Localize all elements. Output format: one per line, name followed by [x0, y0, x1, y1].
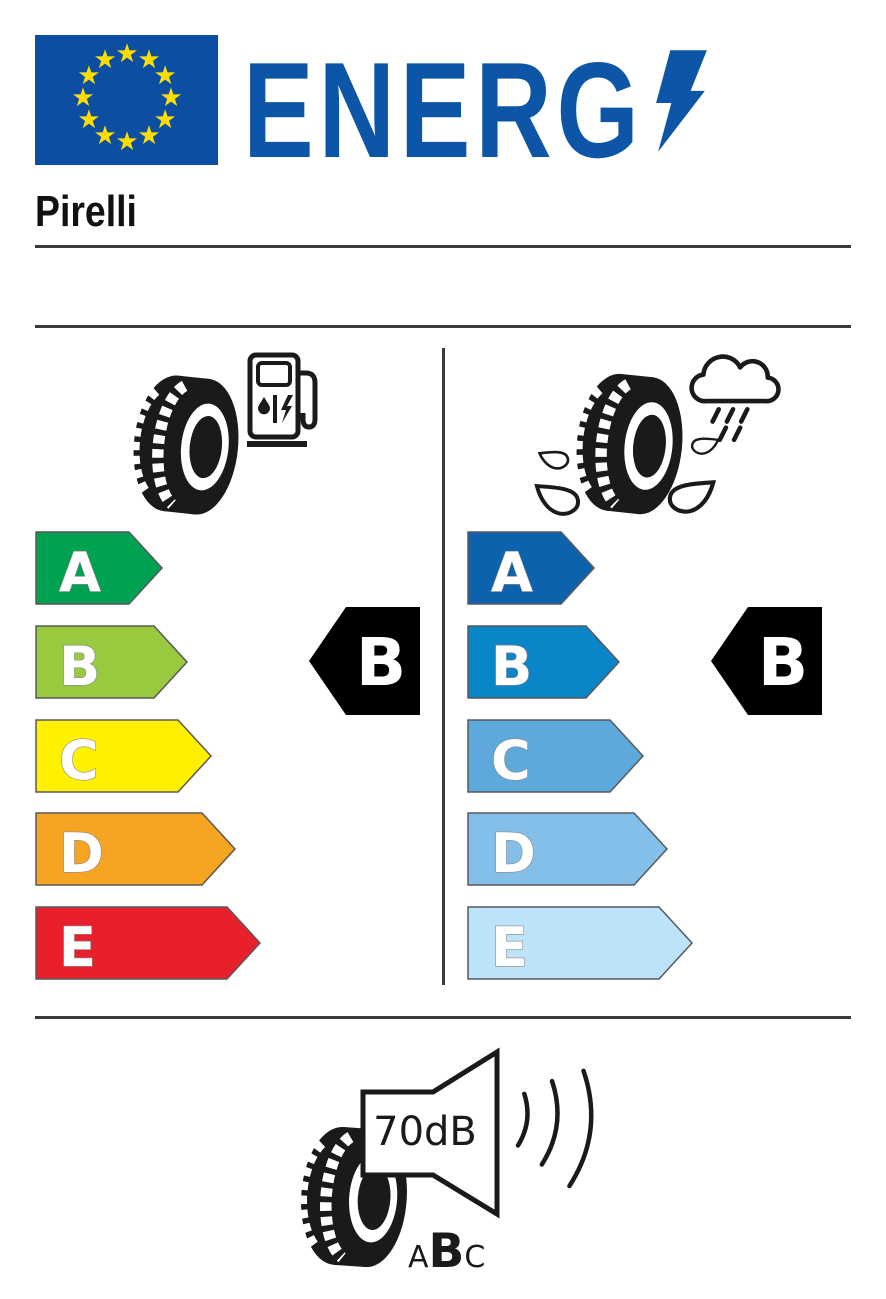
noise-class-scale	[408, 1224, 485, 1279]
fuel-rating-arrow-b	[35, 625, 189, 699]
separator-line-top	[35, 245, 851, 248]
eu-star-icon: ★	[115, 127, 139, 157]
tire-icon	[126, 367, 247, 523]
eu-star-icon: ★	[71, 83, 95, 113]
separator-line-bottom	[35, 1016, 851, 1019]
water-splash-icon	[664, 476, 716, 517]
lightning-bolt-icon	[650, 50, 714, 152]
wet-rating-arrow-d	[467, 812, 669, 886]
fuel-class-letter: B	[59, 635, 101, 698]
wet-rating-arrow-e	[467, 906, 694, 980]
wet-class-letter: A	[491, 541, 533, 604]
brand-name: Pirelli	[35, 187, 137, 236]
energ-text: ENERG	[243, 34, 644, 186]
wet-class-letter: D	[491, 822, 536, 885]
noise-class-a: A	[408, 1240, 429, 1275]
wet-class-letter: B	[491, 635, 533, 698]
fuel-class-letter: E	[59, 916, 96, 979]
eu-star-icon: ★	[159, 83, 183, 113]
eu-star-icon: ★	[153, 61, 177, 91]
eu-star-icon: ★	[153, 105, 177, 135]
eu-star-icon: ★	[77, 105, 101, 135]
fuel-rating-arrow-c	[35, 719, 213, 793]
noise-class-c: C	[464, 1240, 486, 1275]
fuel-rating-badge	[308, 605, 421, 717]
fuel-class-letter: C	[59, 729, 99, 792]
column-divider	[442, 348, 445, 985]
wet-rating-badge	[710, 605, 823, 717]
water-splash-icon	[538, 445, 573, 475]
wet-rating-arrow-c	[467, 719, 645, 793]
eu-star-icon: ★	[93, 121, 117, 152]
rain-cloud-icon	[682, 350, 782, 442]
separator-line-middle	[35, 325, 851, 328]
eu-star-icon: ★	[93, 44, 117, 75]
wet-class-letter: C	[491, 729, 531, 792]
eu-star-icon: ★	[137, 121, 161, 152]
eu-star-icon: ★	[115, 39, 139, 69]
fuel-rating-arrow-a	[35, 531, 164, 605]
fuel-rating-arrow-e	[35, 906, 262, 980]
wet-rating-letter: B	[757, 624, 809, 701]
fuel-rating-arrow-d	[35, 812, 237, 886]
wet-class-letter: E	[491, 916, 528, 979]
wet-rating-arrow-b	[467, 625, 621, 699]
water-splash-icon	[534, 480, 584, 519]
fuel-class-letter: A	[59, 541, 101, 604]
noise-class-b-selected: B	[428, 1224, 465, 1279]
eu-star-icon: ★	[77, 61, 101, 91]
fuel-pump-icon	[247, 352, 322, 450]
eu-star-icon: ★	[137, 44, 161, 75]
noise-level-value: 70dB	[373, 1109, 477, 1155]
sound-waves-icon	[504, 1059, 608, 1203]
eu-flag	[35, 35, 218, 165]
fuel-class-letter: D	[59, 822, 104, 885]
wet-rating-arrow-a	[467, 531, 596, 605]
fuel-rating-letter: B	[355, 624, 407, 701]
